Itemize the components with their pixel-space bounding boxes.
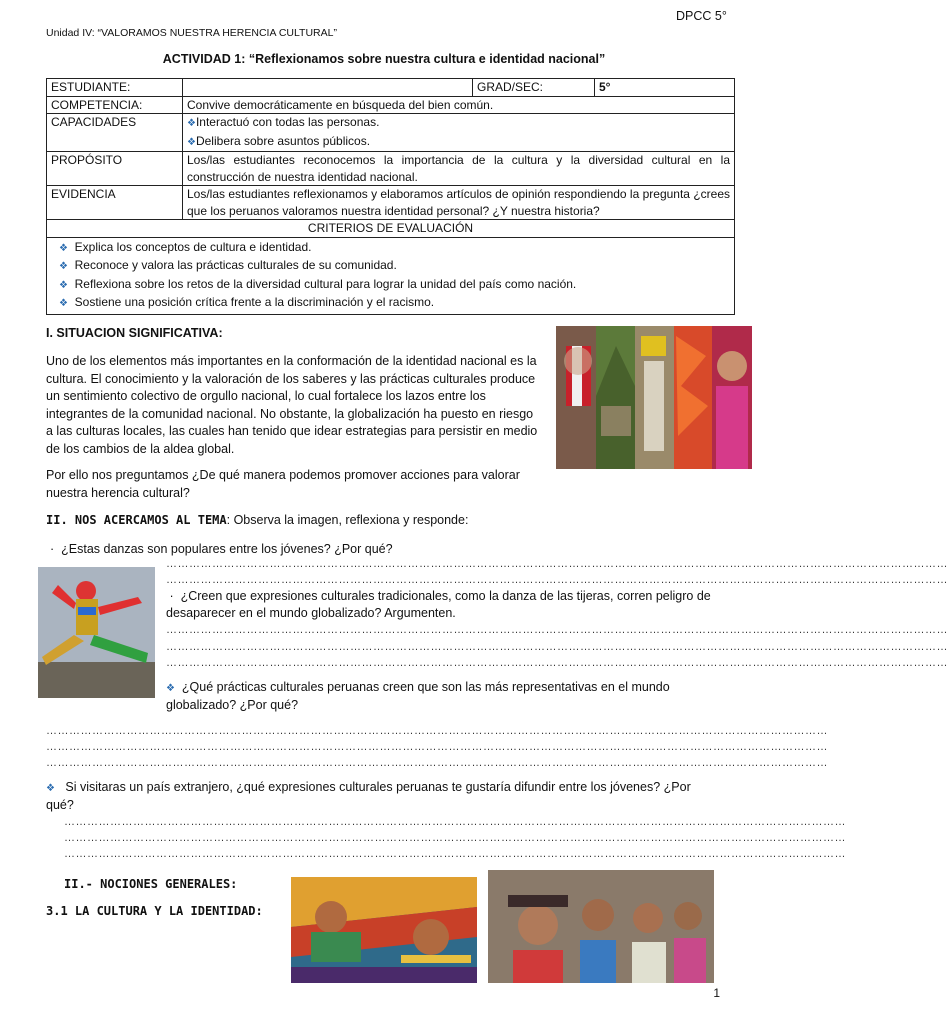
unit-title: Unidad IV: “VALORAMOS NUESTRA HERENCIA CULTURAL” [46, 27, 337, 39]
diamond-bullet-icon: ❖ [59, 279, 68, 291]
diamond-bullet-icon: ❖ [59, 261, 68, 272]
criterios-heading: CRITERIOS DE EVALUACIÓN [47, 220, 735, 238]
capacidades-list [183, 114, 735, 152]
page-number: 1 [713, 986, 720, 1000]
criterio-item: ❖ Sostiene una posición crítica frente a la discriminación y el racismo. [59, 295, 435, 309]
criterio-item: ❖ Explica los conceptos de cultura e identidad. [59, 239, 312, 254]
situacion-paragraph: Uno de los elementos más importantes en la conformación de la identidad nacional es la cultura. El conocimiento y la valoración de los saberes y las prácticas culturales produce un sentimiento colectivo de orgullo nacional, lo cual fortalece los lazos entre los integrantes de la comunidad nacional. No obstante, la globalización ha puesto en riesgo a las culturas locales, las cuales han tenido que idear estrategias para persistir en medio de los cambios de la aldea global. [46, 354, 538, 456]
section-acercamos-heading: II. NOS ACERCAMOS AL TEMA: Observa la imagen, reflexiona y responde: [46, 513, 469, 527]
criterio-item: ❖ Reflexiona sobre los retos de la diversidad cultural para lograr la unidad del país como nación. [59, 276, 577, 291]
section-situacion-heading: I. SITUACION SIGNIFICATIVA: [46, 326, 223, 340]
answer-line[interactable]: …………………………………………………………………………………………………………………………………………………………………………………… [64, 816, 846, 828]
question-3: ❖ ¿Qué prácticas culturales peruanas creen que son las más representativas en el mundo globalizado? ¿Por qué? [166, 680, 670, 712]
answer-line[interactable]: …………………………………………………………………………………………………………………………………………………………………………………… [46, 741, 828, 753]
diamond-bullet-icon: ❖ [187, 118, 196, 129]
answer-line[interactable]: …………………………………………………………………………………………………………………………………………………………………………………… [64, 832, 846, 844]
situacion-question: Por ello nos preguntamos ¿De qué manera podemos promover acciones para valorar nuestra herencia cultural? [46, 468, 520, 500]
diamond-bullet-icon: ❖ [166, 683, 175, 694]
andean-musicians-painting-image [291, 877, 477, 983]
diamond-bullet-icon: ❖ [187, 136, 196, 148]
capacidad-item: Interactuó con todas las personas. [195, 115, 380, 129]
andean-children-photo-image [488, 870, 714, 983]
scissors-dancer-image [38, 567, 155, 698]
criterio-item: ❖ Reconoce y valora las prácticas culturales de su comunidad. [59, 258, 397, 272]
estudiante-value[interactable] [183, 79, 473, 97]
diamond-bullet-icon: ❖ [46, 783, 55, 794]
grad-value: 5° [595, 79, 735, 97]
header-course-code: DPCC 5° [676, 9, 727, 23]
section-cultura-identidad-heading: 3.1 LA CULTURA Y LA IDENTIDAD: [46, 904, 263, 918]
evidencia-label: EVIDENCIA [47, 186, 183, 220]
estudiante-label: ESTUDIANTE: [47, 79, 183, 97]
proposito-value: Los/las estudiantes reconocemos la importancia de la cultura y la diversidad cultural en la construcción de nuestra identidad nacional. [183, 152, 735, 186]
peruvian-culture-collage-image [556, 326, 752, 469]
answer-line[interactable]: …………………………………………………………………………………………………………………………………………………………………………………… [64, 848, 846, 860]
answer-line[interactable]: …………………………………………………………………………………………………………………………………………………………………………………… [166, 574, 948, 586]
question-4: ❖ Si visitaras un país extranjero, ¿qué expresiones culturales peruanas te gustaría difundir entre los jóvenes? ¿Por qué? [46, 780, 691, 812]
answer-line[interactable]: …………………………………………………………………………………………………………………………………………………………………………………… [166, 657, 948, 669]
criterios-list [47, 237, 735, 314]
capacidades-label: CAPACIDADES [47, 114, 183, 152]
capacidad-item: Delibera sobre asuntos públicos. [195, 133, 371, 148]
activity-title: ACTIVIDAD 1: “Reflexionamos sobre nuestra cultura e identidad nacional” [162, 52, 606, 66]
info-table [46, 78, 735, 315]
question-1: · ¿Estas danzas son populares entre los jóvenes? ¿Por qué? [50, 542, 393, 556]
answer-line[interactable]: …………………………………………………………………………………………………………………………………………………………………………………… [46, 725, 828, 737]
answer-line[interactable]: …………………………………………………………………………………………………………………………………………………………………………………… [46, 757, 828, 769]
competencia-value: Convive democráticamente en búsqueda del bien común. [183, 96, 735, 114]
competencia-label: COMPETENCIA: [47, 96, 183, 114]
proposito-label: PROPÓSITO [47, 152, 183, 186]
grad-label: GRAD/SEC: [473, 79, 595, 97]
diamond-bullet-icon: ❖ [59, 242, 68, 254]
answer-line[interactable]: …………………………………………………………………………………………………………………………………………………………………………………… [166, 558, 948, 570]
evidencia-value: Los/las estudiantes reflexionamos y elaboramos artículos de opinión respondiendo la pregunta ¿crees que los peruanos valoramos nuestra identidad personal? ¿Y nuestra historia? [183, 186, 735, 220]
diamond-bullet-icon: ❖ [59, 298, 68, 309]
answer-line[interactable]: …………………………………………………………………………………………………………………………………………………………………………………… [166, 641, 948, 653]
question-2: · ¿Creen que expresiones culturales tradicionales, como la danza de las tijeras, corren peligro de desaparecer en el mundo globalizado? Argumenten. [166, 589, 711, 620]
section-nociones-heading: II.- NOCIONES GENERALES: [64, 877, 238, 891]
answer-line[interactable]: …………………………………………………………………………………………………………………………………………………………………………………… [166, 624, 948, 636]
